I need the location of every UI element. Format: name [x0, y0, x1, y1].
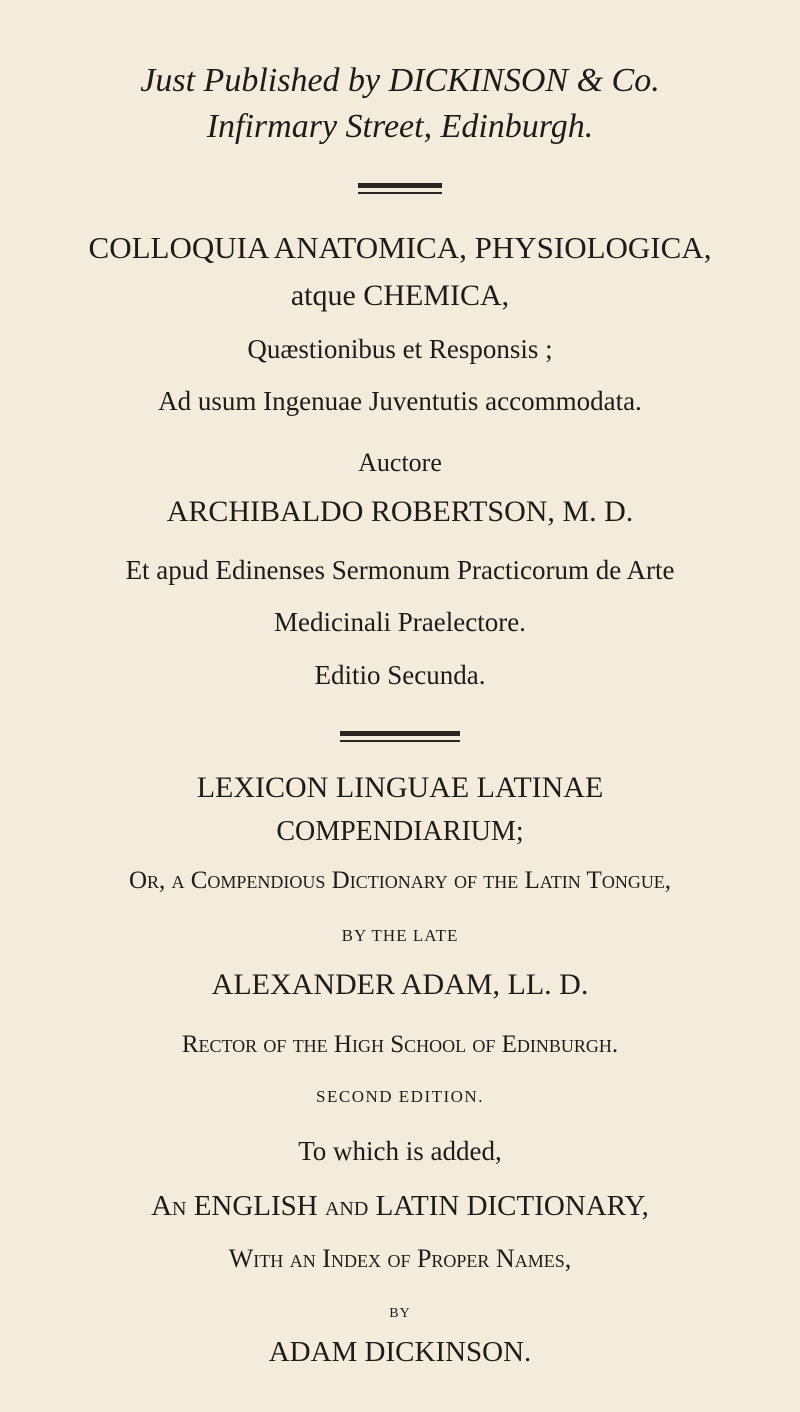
- book1-subtitle-3-text: Ad usum Ingenuae Juventutis accommodata.: [158, 386, 642, 416]
- book1-subtitle-2: Quæstionibus et Responsis ;: [247, 334, 553, 364]
- book2-by: BY: [389, 1306, 411, 1321]
- divider-top: [358, 183, 442, 188]
- book1-edition: Editio Secunda.: [314, 660, 486, 690]
- book1-subtitle-1: atque CHEMICA,: [290, 279, 510, 312]
- publisher-line: Just Published by DICKINSON & Co.: [140, 62, 660, 99]
- publisher-address: Infirmary Street, Edinburgh.: [206, 108, 594, 145]
- book1-author-intro: Auctore: [358, 448, 442, 477]
- book2-author-role: Rector of the High School of Edinburgh.: [181, 1031, 619, 1058]
- book2-author: ALEXANDER ADAM, LL. D.: [211, 968, 589, 1001]
- book2-added-intro: To which is added,: [298, 1136, 502, 1166]
- book1-author: ARCHIBALDO ROBERTSON, M. D.: [166, 495, 634, 528]
- book2-edition: SECOND EDITION.: [316, 1087, 484, 1106]
- divider-middle-thin: [340, 740, 460, 742]
- book2-alt-title: Or, a Compendious Dictionary of the Latin Tongue,: [128, 867, 672, 894]
- book2-added-index: With an Index of Proper Names,: [228, 1244, 572, 1273]
- divider-top-thin: [358, 192, 442, 194]
- book2-by-the-late: BY THE LATE: [341, 926, 459, 945]
- book2-added-author: ADAM DICKINSON.: [268, 1336, 532, 1368]
- book2-added-title: An ENGLISH and LATIN DICTIONARY,: [151, 1190, 649, 1222]
- book2-title-1: LEXICON LINGUAE LATINAE: [196, 771, 604, 804]
- book1-title: COLLOQUIA ANATOMICA, PHYSIOLOGICA,: [88, 230, 712, 265]
- book2-title-2: COMPENDIARIUM;: [276, 816, 524, 847]
- book1-description-1: Et apud Edinenses Sermonum Practicorum de Arte: [125, 555, 675, 585]
- book1-subtitle-3: [0, 388, 800, 415]
- book1-description-2: Medicinali Praelectore.: [274, 607, 526, 637]
- divider-middle: [340, 731, 460, 736]
